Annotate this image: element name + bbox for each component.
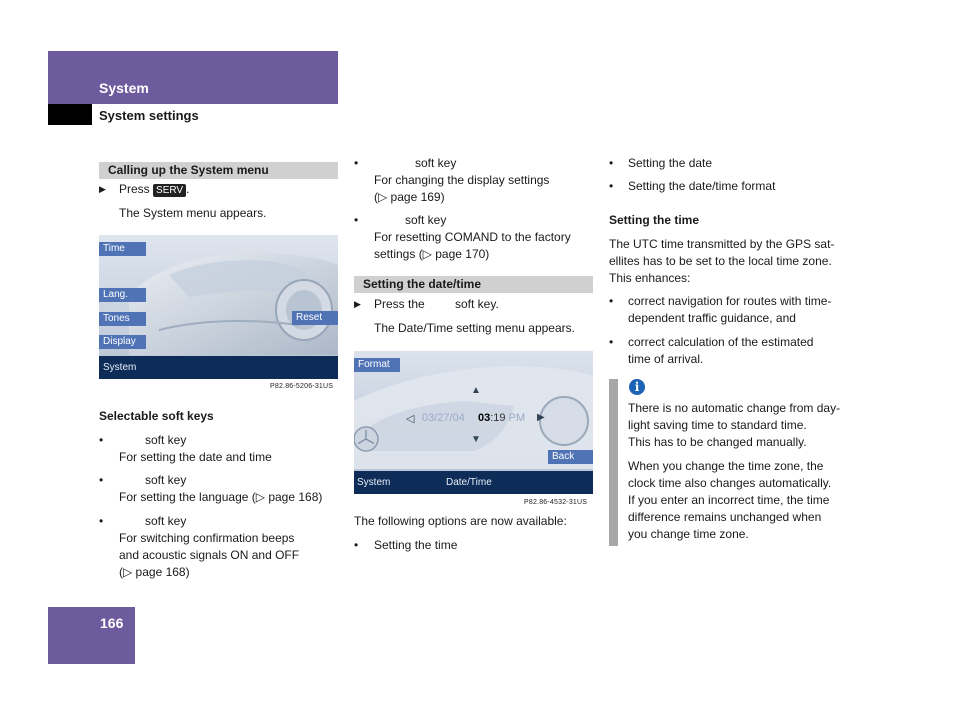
benefit-line: time of arrival. — [628, 352, 704, 366]
softkey-desc-line: settings (▷ page 170) — [374, 247, 490, 261]
info-line: There is no automatic change from day- — [628, 401, 841, 415]
increase-arrow-icon[interactable]: ▲ — [471, 385, 481, 396]
step-period: . — [186, 182, 190, 196]
paragraph-line: This enhances: — [609, 271, 691, 285]
softkey-label: soft key — [145, 514, 187, 528]
subsection-title: System settings — [99, 108, 199, 123]
benefit-line: dependent traffic guidance, and — [628, 311, 796, 325]
softkey-desc-line: For switching confirmation beeps — [119, 531, 295, 545]
info-line: This has to be changed manually. — [628, 435, 807, 449]
system-menu-result: The System menu appears. — [119, 206, 267, 220]
system-bar-label: System — [103, 362, 137, 373]
info-icon: i — [629, 379, 645, 395]
hour-field[interactable]: 03 — [478, 412, 491, 424]
heading-setting-the-time: Setting the time — [609, 213, 700, 227]
softkey-label: soft key — [405, 213, 447, 227]
serv-key: SERV — [153, 184, 186, 197]
softkey-desc-line: and acoustic signals ON and OFF — [119, 548, 300, 562]
system-bar-label[interactable]: System — [357, 477, 391, 488]
step-arrow-icon: ▶ — [99, 184, 106, 194]
softkeys-heading: Selectable soft keys — [99, 409, 214, 423]
step-text-b: soft key. — [455, 297, 499, 311]
softkey-desc-line: For changing the display settings — [374, 173, 550, 187]
heading-calling-system-menu: Calling up the System menu — [99, 162, 338, 179]
option-text: Setting the time — [374, 538, 458, 552]
softkey-desc-line: For resetting COMAND to the factory — [374, 230, 571, 244]
bottom-bar — [354, 471, 593, 494]
time-softkey[interactable]: Time — [99, 242, 146, 256]
figure-caption-2: P82.86-4532-31US — [524, 499, 588, 506]
softkey-desc: For setting the date and time — [119, 450, 272, 464]
subsection-marker — [48, 104, 92, 125]
date-time-menu-result: The Date/Time setting menu appears. — [374, 321, 575, 335]
ampm-field[interactable]: PM — [508, 412, 526, 424]
softkey-desc: For setting the language (▷ page 168) — [119, 490, 323, 504]
date-time-bar-label[interactable]: Date/Time — [446, 477, 492, 488]
info-paragraph-1 — [628, 400, 840, 451]
softkey-desc-line: (▷ page 169) — [374, 190, 445, 204]
step-text-a: Press the — [374, 297, 425, 311]
utc-paragraph — [609, 236, 834, 287]
info-line: you change time zone. — [628, 527, 749, 541]
page-number: 166 — [100, 615, 124, 631]
system-bar — [99, 356, 338, 379]
left-arrow-icon[interactable]: ◁ — [406, 413, 415, 425]
benefit-line: correct calculation of the estimated — [628, 335, 814, 349]
info-line: light saving time to standard time. — [628, 418, 807, 432]
back-softkey[interactable]: Back — [548, 450, 593, 464]
date-readout: 03/27/04 — [422, 412, 465, 424]
softkey-desc-line: (▷ page 168) — [119, 565, 190, 579]
info-line: clock time also changes automatically. — [628, 476, 832, 490]
figure-caption-1: P82.86-5206-31US — [270, 383, 334, 390]
options-intro: The following options are now available: — [354, 514, 567, 528]
system-menu-screenshot — [99, 235, 338, 379]
paragraph-line: ellites has to be set to the local time zone. — [609, 254, 832, 268]
info-line: When you change the time zone, the — [628, 459, 824, 473]
softkey-label: soft key — [145, 473, 187, 487]
softkey-label: soft key — [145, 433, 187, 447]
format-softkey[interactable]: Format — [354, 358, 400, 372]
info-note-bar — [609, 379, 618, 546]
info-line: difference remains unchanged when — [628, 510, 822, 524]
lang-softkey[interactable]: Lang. — [99, 288, 146, 302]
minutes-field[interactable]: :19 — [490, 412, 506, 424]
reset-softkey[interactable]: Reset — [292, 311, 338, 325]
info-paragraph-2 — [628, 458, 831, 543]
press-label: Press — [119, 182, 150, 196]
section-title: System — [99, 80, 149, 96]
option-text: Setting the date — [628, 156, 713, 170]
section-header — [48, 51, 338, 104]
info-line: If you enter an incorrect time, the time — [628, 493, 830, 507]
softkey-label: soft key — [415, 156, 457, 170]
step-arrow-icon: ▶ — [354, 299, 361, 309]
heading-setting-date-time: Setting the date/time — [354, 276, 593, 293]
display-softkey[interactable]: Display — [99, 335, 146, 349]
option-text: Setting the date/time format — [628, 179, 776, 193]
tones-softkey[interactable]: Tones — [99, 312, 146, 326]
page-number-tab — [48, 607, 135, 664]
date-time-screenshot — [354, 351, 593, 494]
time-readout — [478, 412, 525, 424]
paragraph-line: The UTC time transmitted by the GPS sat- — [609, 237, 835, 251]
benefit-line: correct navigation for routes with time- — [628, 294, 832, 308]
decrease-arrow-icon[interactable]: ▼ — [471, 434, 481, 445]
right-arrow-icon[interactable]: ▶ — [537, 412, 545, 423]
